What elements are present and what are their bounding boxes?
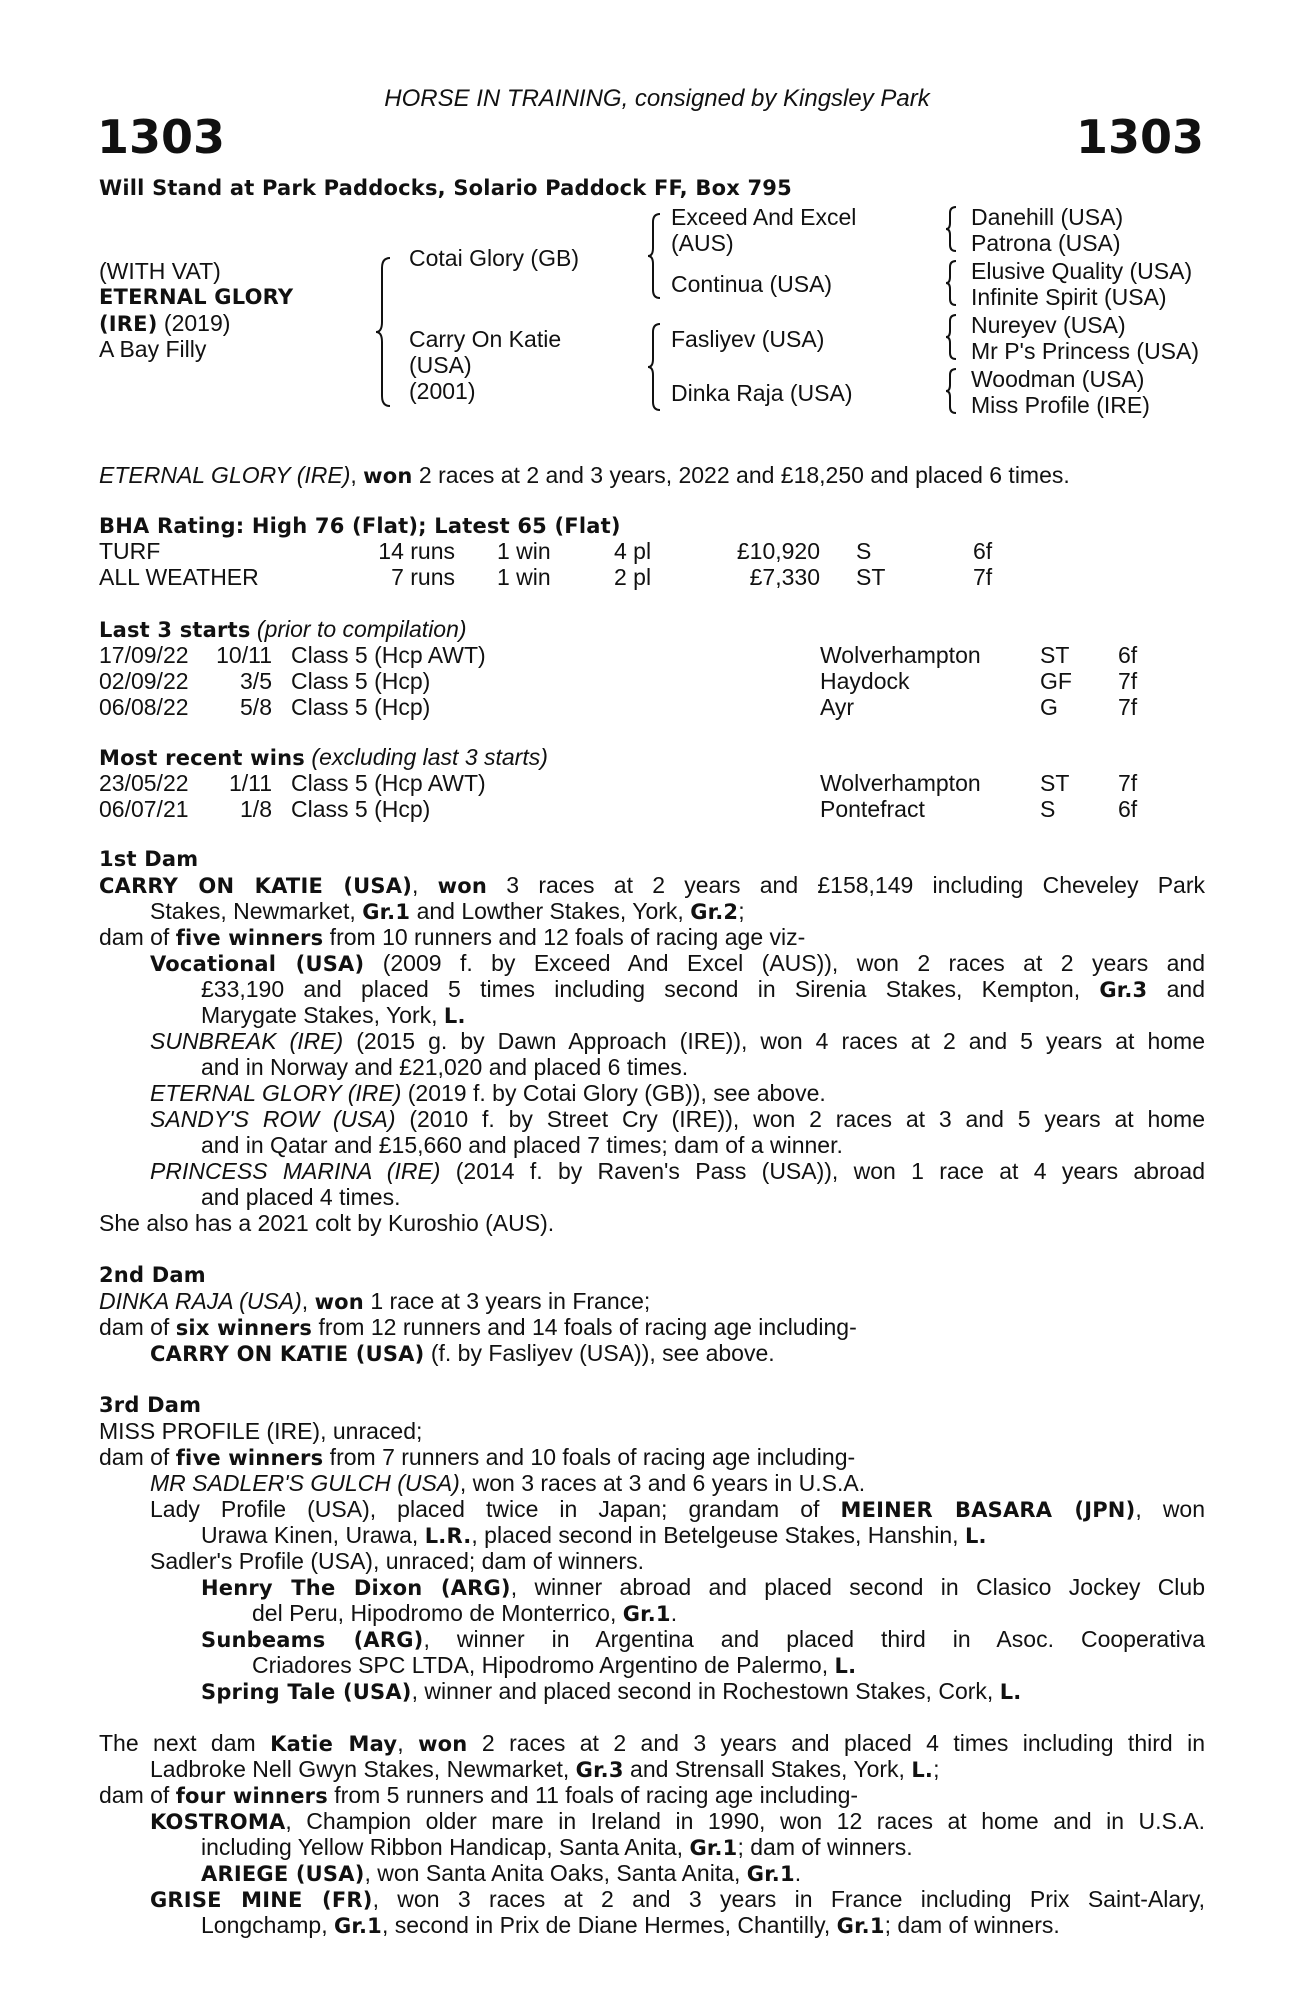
progeny-name: MEINER BASARA (JPN) xyxy=(840,1498,1136,1522)
win-distance: 6f xyxy=(1118,796,1138,822)
grade-label: L. xyxy=(911,1758,934,1782)
progeny-sandys-row-line2: and in Qatar and £15,660 and placed 7 times; dam of a winner. xyxy=(201,1132,843,1158)
first-dam-record: 3 races at 2 years and £158,149 including Cheveley Park xyxy=(487,872,1206,898)
pedigree-gen3-6: Mr P's Princess (USA) xyxy=(971,338,1200,364)
summary-rest: 2 races at 2 and 3 years, 2022 and £18,250 and placed 6 times. xyxy=(412,462,1070,488)
text: ; dam of winners. xyxy=(737,1834,913,1860)
progeny-name: GRISE MINE (FR) xyxy=(150,1888,373,1912)
third-dam-damof xyxy=(99,1445,855,1472)
next-dam-name: Katie May xyxy=(270,1732,398,1756)
stabling-location: Will Stand at Park Paddocks, Solario Paddock FF, Box 795 xyxy=(99,176,792,200)
grade-label: Gr.1 xyxy=(689,1836,738,1860)
win-going: S xyxy=(1040,796,1056,822)
text: from 10 runners and 12 foals of racing age viz- xyxy=(323,924,806,950)
horse-country: (IRE) xyxy=(99,312,158,336)
text: Ladbroke Nell Gwyn Stakes, Newmarket, xyxy=(150,1756,576,1782)
pedigree-gen3-7: Woodman (USA) xyxy=(971,366,1145,392)
progeny-vocational-line2 xyxy=(201,977,1205,1004)
text: , won xyxy=(1135,1496,1206,1522)
text: including Yellow Ribbon Handicap, Santa Anita, xyxy=(201,1834,690,1860)
recent-wins-title: Most recent wins xyxy=(99,746,306,770)
text: 2 races at 2 and 3 years and placed 4 times including third in xyxy=(467,1730,1205,1756)
progeny-name: Spring Tale (USA) xyxy=(201,1680,412,1704)
text: and xyxy=(1147,976,1205,1002)
text: dam of xyxy=(99,1782,176,1808)
progeny-princess-marina-line1 xyxy=(150,1159,1205,1185)
text: Longchamp, xyxy=(201,1912,334,1938)
vat-note: (WITH VAT) xyxy=(99,258,221,284)
win-position: 1/11 xyxy=(228,770,272,796)
pedigree-gen3-4: Infinite Spirit (USA) xyxy=(971,284,1167,310)
progeny-vocational-line3 xyxy=(201,1003,466,1030)
winners-count: five winners xyxy=(175,926,324,950)
text: del Peru, Hipodromo de Monterrico, xyxy=(252,1600,623,1626)
text: (2019 f. by Cotai Glory (GB)), see above. xyxy=(401,1080,826,1106)
pedigree-gen3-5: Nureyev (USA) xyxy=(971,312,1126,338)
text: and Strensall Stakes, York, xyxy=(623,1756,912,1782)
first-dam-damof xyxy=(99,925,805,952)
progeny-name: MR SADLER'S GULCH (USA) xyxy=(150,1470,460,1496)
start-course: Haydock xyxy=(820,668,910,694)
second-dam-line1: DINKA RAJA (USA), won 1 race at 3 years in France; xyxy=(99,1288,651,1314)
pedigree-brace-g1 xyxy=(944,205,960,255)
progeny-name: SUNBREAK (IRE) xyxy=(150,1028,344,1054)
text: (2010 f. by Street Cry (IRE)), won 2 races at 3 and 5 years at home xyxy=(395,1106,1205,1132)
bha-rating-title: BHA Rating: High 76 (Flat); Latest 65 (Flat) xyxy=(99,514,621,538)
text: dam of xyxy=(99,1314,176,1340)
start-date: 17/09/22 xyxy=(99,642,189,668)
race-summary: ETERNAL GLORY (IRE), won 2 races at 2 and 3 years, 2022 and £18,250 and placed 6 times. xyxy=(99,462,1070,488)
text: , won 3 races at 3 and 6 years in U.S.A. xyxy=(459,1470,866,1496)
progeny-sunbreak-line2: and in Norway and £21,020 and placed 6 times. xyxy=(201,1054,689,1080)
text: and Lowther Stakes, York, xyxy=(410,898,691,924)
last-starts-heading xyxy=(99,617,467,644)
progeny-mr-sadlers-gulch xyxy=(150,1471,865,1497)
progeny-name: Vocational (USA) xyxy=(150,952,365,976)
rating-wins: 1 win xyxy=(497,538,551,564)
progeny-name: KOSTROMA xyxy=(150,1810,286,1834)
start-position: 5/8 xyxy=(240,694,272,720)
pedigree-brace-sire xyxy=(646,212,664,302)
first-dam-also: She also has a 2021 colt by Kuroshio (AUS). xyxy=(99,1210,555,1236)
text: . xyxy=(670,1600,678,1626)
text: from 7 runners and 10 foals of racing age including- xyxy=(323,1444,856,1470)
first-dam-won: won xyxy=(437,874,488,898)
text: Criadores SPC LTDA, Hipodromo Argentino de Palermo, xyxy=(252,1652,835,1678)
win-date: 23/05/22 xyxy=(99,770,189,796)
first-dam-line2 xyxy=(150,899,745,926)
text: £33,190 and placed 5 times including second in Sirenia Stakes, Kempton, xyxy=(201,976,1100,1002)
grade-label: L. xyxy=(443,1004,466,1028)
progeny-name: CARRY ON KATIE (USA) xyxy=(150,1342,425,1366)
text: ; xyxy=(738,898,745,924)
lot-number-left: 1303 xyxy=(97,110,226,164)
progeny-sunbreak-line1 xyxy=(150,1029,1205,1055)
next-dam-damof xyxy=(99,1783,858,1810)
grade-label: Gr.3 xyxy=(575,1758,624,1782)
text: 1 race at 3 years in France; xyxy=(363,1288,651,1314)
text: (2014 f. by Raven's Pass (USA)), won 1 race at 4 years abroad xyxy=(440,1158,1205,1184)
text: , Champion older mare in Ireland in 1990, won 12 races at home and in U.S.A. xyxy=(285,1808,1205,1834)
grade-label: Gr.3 xyxy=(1099,978,1148,1002)
rating-surface: ALL WEATHER xyxy=(99,564,259,590)
start-distance: 7f xyxy=(1118,668,1138,694)
winners-count: six winners xyxy=(175,1316,313,1340)
pedigree-dam-line1: Carry On Katie xyxy=(409,326,562,352)
start-date: 06/08/22 xyxy=(99,694,189,720)
pedigree-brace-g3 xyxy=(944,313,960,363)
grade-label: L. xyxy=(834,1654,857,1678)
win-date: 06/07/21 xyxy=(99,796,189,822)
progeny-eternal-glory xyxy=(150,1081,826,1107)
second-dam-won: won xyxy=(314,1290,364,1314)
pedigree-dam-line2: (USA) xyxy=(409,352,472,378)
recent-wins-heading xyxy=(99,745,548,772)
rating-placed: 2 pl xyxy=(614,564,652,590)
horse-name-suffix xyxy=(99,311,230,338)
start-going: G xyxy=(1040,694,1058,720)
text: dam of xyxy=(99,924,176,950)
pedigree-gen3-8: Miss Profile (IRE) xyxy=(971,392,1150,418)
pedigree-brace-main xyxy=(374,256,394,408)
win-distance: 7f xyxy=(1118,770,1138,796)
summary-horse-name: ETERNAL GLORY (IRE) xyxy=(99,462,351,488)
pedigree-sire-sire-line2: (AUS) xyxy=(671,230,734,256)
text: Lady Profile (USA), placed twice in Japan; grandam of xyxy=(150,1496,841,1522)
pedigree-gen3-2: Patrona (USA) xyxy=(971,230,1121,256)
grade-label: Gr.2 xyxy=(690,900,739,924)
text: , placed second in Betelgeuse Stakes, Hanshin, xyxy=(471,1522,965,1548)
horse-description: A Bay Filly xyxy=(99,336,207,362)
progeny-sunbeams-line2 xyxy=(252,1653,856,1680)
progeny-sunbeams-line1 xyxy=(201,1627,1205,1654)
start-date: 02/09/22 xyxy=(99,668,189,694)
pedigree-dam-dam: Dinka Raja (USA) xyxy=(671,380,853,406)
rating-distance: 7f xyxy=(973,564,993,590)
start-going: ST xyxy=(1040,642,1070,668)
rating-runs: 7 runs xyxy=(391,564,455,590)
first-dam-name: CARRY ON KATIE (USA) xyxy=(99,874,412,898)
text: , winner abroad and placed second in Clasico Jockey Club xyxy=(510,1574,1206,1600)
rating-prize: £7,330 xyxy=(749,564,820,590)
progeny-name: Henry The Dixon (ARG) xyxy=(201,1576,511,1600)
pedigree-gen3-1: Danehill (USA) xyxy=(971,204,1124,230)
pedigree-gen3-3: Elusive Quality (USA) xyxy=(971,258,1193,284)
recent-wins-note: (excluding last 3 starts) xyxy=(305,744,548,770)
grade-label: L. xyxy=(999,1680,1022,1704)
rating-going: ST xyxy=(856,564,886,590)
start-position: 10/11 xyxy=(216,642,272,668)
grade-label: Gr.1 xyxy=(362,900,411,924)
rating-wins: 1 win xyxy=(497,564,551,590)
rating-runs: 14 runs xyxy=(378,538,455,564)
first-dam-line1: CARRY ON KATIE (USA), won 3 races at 2 years and £158,149 including Cheveley Park xyxy=(99,872,1206,898)
progeny-grise-mine-line1 xyxy=(150,1887,1205,1914)
winners-count: four winners xyxy=(175,1784,328,1808)
consignment-line: HORSE IN TRAINING, consigned by Kingsley Park xyxy=(384,85,930,112)
start-class: Class 5 (Hcp AWT) xyxy=(291,642,486,668)
text: Urawa Kinen, Urawa, xyxy=(201,1522,425,1548)
next-dam-won: won xyxy=(418,1732,468,1756)
progeny-name: Sunbeams (ARG) xyxy=(201,1628,424,1652)
progeny-henry-the-dixon-line1 xyxy=(201,1575,1205,1602)
start-course: Ayr xyxy=(820,694,855,720)
pedigree-sire-dam: Continua (USA) xyxy=(671,271,833,297)
first-dam-heading: 1st Dam xyxy=(99,847,199,871)
pedigree-dam-sire: Fasliyev (USA) xyxy=(671,326,825,352)
text: (f. by Fasliyev (USA)), see above. xyxy=(424,1340,775,1366)
winners-count: five winners xyxy=(175,1446,324,1470)
text: . xyxy=(794,1860,802,1886)
text: dam of xyxy=(99,1444,176,1470)
pedigree-dam-line3: (2001) xyxy=(409,378,476,404)
second-dam-heading: 2nd Dam xyxy=(99,1263,206,1287)
text: , xyxy=(397,1730,419,1756)
third-dam-line1: MISS PROFILE (IRE), unraced; xyxy=(99,1418,423,1444)
rating-going: S xyxy=(856,538,872,564)
text: Marygate Stakes, York, xyxy=(201,1002,444,1028)
progeny-lady-profile-line2 xyxy=(201,1523,987,1550)
text: The next dam xyxy=(99,1730,271,1756)
next-dam-line1 xyxy=(99,1731,1205,1758)
horse-name: ETERNAL GLORY xyxy=(99,285,294,309)
start-going: GF xyxy=(1040,668,1072,694)
progeny-vocational-line1 xyxy=(150,951,1205,978)
start-position: 3/5 xyxy=(240,668,272,694)
pedigree-brace-dam xyxy=(646,322,664,414)
text: Stakes, Newmarket, xyxy=(150,898,363,924)
progeny-name: ARIEGE (USA) xyxy=(201,1862,365,1886)
progeny-lady-profile-line1 xyxy=(150,1497,1205,1524)
progeny-ariege xyxy=(201,1861,801,1888)
rating-surface: TURF xyxy=(99,538,161,564)
last-starts-note: (prior to compilation) xyxy=(250,616,467,642)
win-course: Wolverhampton xyxy=(820,770,981,796)
second-dam-child xyxy=(150,1341,775,1368)
win-class: Class 5 (Hcp AWT) xyxy=(291,770,486,796)
text: , won Santa Anita Oaks, Santa Anita, xyxy=(364,1860,747,1886)
rating-distance: 6f xyxy=(973,538,993,564)
rating-placed: 4 pl xyxy=(614,538,652,564)
text: , winner and placed second in Rochestown Stakes, Cork, xyxy=(411,1678,1000,1704)
start-course: Wolverhampton xyxy=(820,642,981,668)
start-distance: 6f xyxy=(1118,642,1138,668)
text: (2009 f. by Exceed And Excel (AUS)), won 2 races at 2 years and xyxy=(364,950,1205,976)
summary-won: won xyxy=(363,464,413,488)
progeny-grise-mine-line2 xyxy=(201,1913,1060,1940)
second-dam-name: DINKA RAJA (USA) xyxy=(99,1288,302,1314)
grade-label: Gr.1 xyxy=(836,1914,885,1938)
text: , winner in Argentina and placed third in Asoc. Cooperativa xyxy=(423,1626,1206,1652)
text: (2015 g. by Dawn Approach (IRE)), won 4 races at 2 and 5 years at home xyxy=(343,1028,1205,1054)
second-dam-damof xyxy=(99,1315,857,1342)
start-distance: 7f xyxy=(1118,694,1138,720)
text: , second in Prix de Diane Hermes, Chantilly, xyxy=(381,1912,837,1938)
progeny-henry-the-dixon-line2 xyxy=(252,1601,677,1628)
grade-label: Gr.1 xyxy=(622,1602,671,1626)
progeny-name: SANDY'S ROW (USA) xyxy=(150,1106,396,1132)
pedigree-sire: Cotai Glory (GB) xyxy=(409,245,579,271)
horse-year: (2019) xyxy=(157,310,231,336)
progeny-spring-tale xyxy=(201,1679,1021,1706)
grade-label: L. xyxy=(964,1524,987,1548)
pedigree-brace-g2 xyxy=(944,259,960,309)
progeny-kostroma-line2 xyxy=(201,1835,913,1862)
grade-label: Gr.1 xyxy=(746,1862,795,1886)
grade-label: Gr.1 xyxy=(333,1914,382,1938)
third-dam-heading: 3rd Dam xyxy=(99,1393,202,1417)
progeny-name: ETERNAL GLORY (IRE) xyxy=(150,1080,402,1106)
progeny-name: PRINCESS MARINA (IRE) xyxy=(150,1158,441,1184)
win-course: Pontefract xyxy=(820,796,925,822)
start-class: Class 5 (Hcp) xyxy=(291,668,431,694)
last-starts-title: Last 3 starts xyxy=(99,618,251,642)
progeny-sandys-row-line1 xyxy=(150,1107,1205,1133)
text: from 12 runners and 14 foals of racing age including- xyxy=(312,1314,857,1340)
pedigree-sire-sire-line1: Exceed And Excel xyxy=(671,204,857,230)
progeny-kostroma-line1 xyxy=(150,1809,1205,1836)
win-class: Class 5 (Hcp) xyxy=(291,796,431,822)
win-position: 1/8 xyxy=(240,796,272,822)
text: , won 3 races at 2 and 3 years in France including Prix Saint-Alary, xyxy=(372,1886,1206,1912)
next-dam-line2 xyxy=(150,1757,940,1784)
start-class: Class 5 (Hcp) xyxy=(291,694,431,720)
rating-prize: £10,920 xyxy=(736,538,820,564)
progeny-sadlers-profile: Sadler's Profile (USA), unraced; dam of winners. xyxy=(150,1548,644,1574)
pedigree-brace-g4 xyxy=(944,367,960,417)
win-going: ST xyxy=(1040,770,1070,796)
progeny-princess-marina-line2: and placed 4 times. xyxy=(201,1184,401,1210)
text: ; xyxy=(933,1756,940,1782)
grade-label: L.R. xyxy=(424,1524,472,1548)
text: ; dam of winners. xyxy=(884,1912,1060,1938)
lot-number-right: 1303 xyxy=(1075,110,1204,164)
text: from 5 runners and 11 foals of racing age including- xyxy=(327,1782,859,1808)
